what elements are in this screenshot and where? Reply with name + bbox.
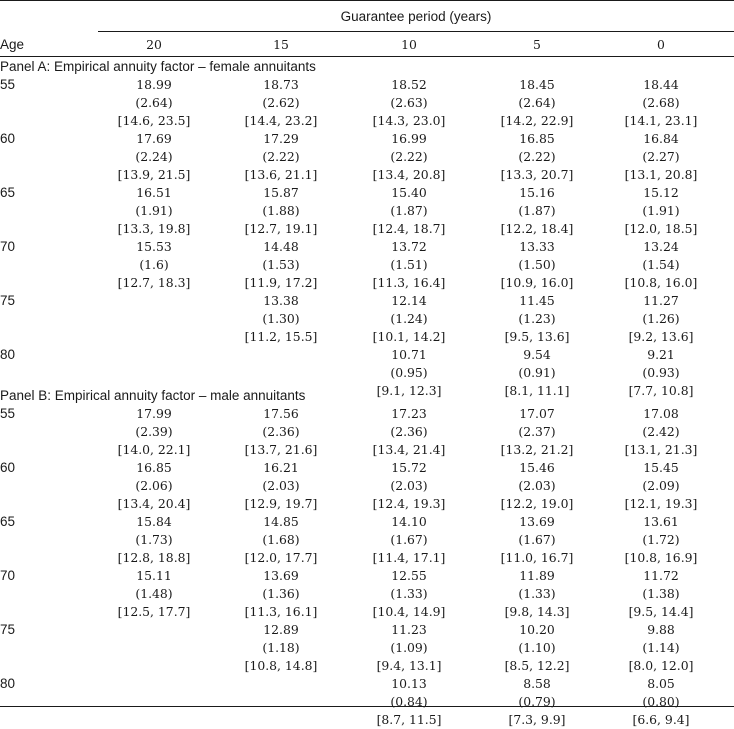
standard-deviation: (1.09) (390, 640, 428, 655)
age-label: 80 (0, 676, 16, 691)
annuity-factor-value: 15.53 (136, 239, 172, 254)
confidence-interval: [11.4, 17.1] (372, 550, 446, 565)
annuity-factor-value: 13.33 (519, 239, 555, 254)
annuity-factor-value: 9.54 (523, 347, 551, 362)
age-label: 60 (0, 131, 16, 146)
annuity-factor-value: 13.69 (263, 568, 299, 583)
column-header-0: 0 (657, 37, 665, 52)
confidence-interval: [12.2, 18.4] (500, 221, 574, 236)
annuity-factor-value: 15.11 (136, 568, 172, 583)
confidence-interval: [12.8, 18.8] (117, 550, 191, 565)
confidence-interval: [11.3, 16.4] (372, 275, 446, 290)
standard-deviation: (2.09) (642, 478, 680, 493)
standard-deviation: (1.87) (518, 203, 556, 218)
confidence-interval: [7.7, 10.8] (628, 383, 694, 398)
standard-deviation: (0.79) (518, 694, 556, 709)
annuity-factor-value: 14.10 (391, 514, 427, 529)
standard-deviation: (2.62) (262, 95, 300, 110)
annuity-factor-value: 17.99 (136, 406, 172, 421)
panel-title: Panel A: Empirical annuity factor – female annuitants (0, 59, 316, 74)
confidence-interval: [14.0, 22.1] (117, 442, 191, 457)
standard-deviation: (1.18) (262, 640, 300, 655)
annuity-factor-value: 8.05 (647, 676, 675, 691)
annuity-factor-value: 11.89 (519, 568, 555, 583)
annuity-factor-value: 15.87 (263, 185, 299, 200)
spanner-rule (98, 31, 734, 32)
standard-deviation: (1.67) (390, 532, 428, 547)
annuity-factor-value: 17.23 (391, 406, 427, 421)
confidence-interval: [13.2, 21.2] (500, 442, 574, 457)
standard-deviation: (2.03) (262, 478, 300, 493)
confidence-interval: [14.1, 23.1] (624, 113, 698, 128)
standard-deviation: (0.80) (642, 694, 680, 709)
confidence-interval: [8.1, 11.1] (504, 383, 570, 398)
standard-deviation: (1.6) (139, 257, 169, 272)
annuity-factor-value: 13.61 (643, 514, 679, 529)
confidence-interval: [12.7, 18.3] (117, 275, 191, 290)
confidence-interval: [14.2, 22.9] (500, 113, 574, 128)
confidence-interval: [9.8, 14.3] (504, 604, 570, 619)
confidence-interval: [10.8, 14.8] (244, 658, 318, 673)
confidence-interval: [14.3, 23.0] (372, 113, 446, 128)
standard-deviation: (1.23) (518, 311, 556, 326)
annuity-factor-value: 15.12 (643, 185, 679, 200)
annuity-factor-value: 15.40 (391, 185, 427, 200)
age-column-header: Age (0, 37, 25, 52)
annuity-factor-value: 15.46 (519, 460, 555, 475)
annuity-factor-value: 17.56 (263, 406, 299, 421)
annuity-factor-value: 9.21 (647, 347, 675, 362)
column-header-5: 5 (533, 37, 541, 52)
standard-deviation: (0.91) (518, 365, 556, 380)
standard-deviation: (2.03) (518, 478, 556, 493)
annuity-factor-value: 13.69 (519, 514, 555, 529)
standard-deviation: (2.24) (135, 149, 173, 164)
confidence-interval: [12.0, 18.5] (624, 221, 698, 236)
standard-deviation: (1.67) (518, 532, 556, 547)
table-bottom-rule (0, 706, 734, 707)
standard-deviation: (1.53) (262, 257, 300, 272)
standard-deviation: (1.54) (642, 257, 680, 272)
annuity-factor-value: 14.85 (263, 514, 299, 529)
age-label: 55 (0, 77, 16, 92)
annuity-factor-value: 9.88 (647, 622, 675, 637)
confidence-interval: [8.7, 11.5] (376, 712, 442, 727)
standard-deviation: (2.22) (390, 149, 428, 164)
standard-deviation: (1.72) (642, 532, 680, 547)
annuity-factor-value: 11.45 (519, 293, 555, 308)
annuity-factor-value: 16.51 (136, 185, 172, 200)
annuity-factor-value: 15.72 (391, 460, 427, 475)
standard-deviation: (2.63) (390, 95, 428, 110)
annuity-factor-value: 12.55 (391, 568, 427, 583)
header-bottom-rule (0, 56, 734, 57)
annuity-factor-value: 12.89 (263, 622, 299, 637)
age-label: 80 (0, 347, 16, 362)
annuity-factor-value: 14.48 (263, 239, 299, 254)
table-top-rule (0, 0, 734, 1)
age-label: 65 (0, 514, 16, 529)
annuity-factor-value: 10.20 (519, 622, 555, 637)
annuity-factor-value: 18.45 (519, 77, 555, 92)
standard-deviation: (1.87) (390, 203, 428, 218)
annuity-factor-value: 15.84 (136, 514, 172, 529)
annuity-factor-value: 16.84 (643, 131, 679, 146)
annuity-factor-value: 18.52 (391, 77, 427, 92)
standard-deviation: (1.36) (262, 586, 300, 601)
standard-deviation: (1.48) (135, 586, 173, 601)
confidence-interval: [10.9, 16.0] (500, 275, 574, 290)
annuity-factor-value: 16.21 (263, 460, 299, 475)
confidence-interval: [12.9, 19.7] (244, 496, 318, 511)
confidence-interval: [9.5, 14.4] (628, 604, 694, 619)
column-spanner-heading: Guarantee period (years) (340, 9, 492, 24)
annuity-factor-value: 11.23 (391, 622, 427, 637)
confidence-interval: [11.0, 16.7] (500, 550, 574, 565)
standard-deviation: (2.68) (642, 95, 680, 110)
standard-deviation: (1.30) (262, 311, 300, 326)
confidence-interval: [12.2, 19.0] (500, 496, 574, 511)
age-label: 75 (0, 622, 16, 637)
annuity-factor-value: 18.44 (643, 77, 679, 92)
age-label: 55 (0, 406, 16, 421)
confidence-interval: [12.1, 19.3] (624, 496, 698, 511)
confidence-interval: [6.6, 9.4] (632, 712, 690, 727)
confidence-interval: [10.4, 14.9] (372, 604, 446, 619)
confidence-interval: [8.5, 12.2] (504, 658, 570, 673)
annuity-factor-value: 16.85 (136, 460, 172, 475)
standard-deviation: (2.06) (135, 478, 173, 493)
standard-deviation: (1.14) (642, 640, 680, 655)
annuity-factor-value: 13.38 (263, 293, 299, 308)
confidence-interval: [12.4, 19.3] (372, 496, 446, 511)
confidence-interval: [12.0, 17.7] (244, 550, 318, 565)
confidence-interval: [12.7, 19.1] (244, 221, 318, 236)
standard-deviation: (1.51) (390, 257, 428, 272)
annuity-factor-value: 8.58 (523, 676, 551, 691)
confidence-interval: [9.2, 13.6] (628, 329, 694, 344)
panel-title: Panel B: Empirical annuity factor – male annuitants (0, 388, 306, 403)
standard-deviation: (1.33) (390, 586, 428, 601)
age-label: 60 (0, 460, 16, 475)
confidence-interval: [9.5, 13.6] (504, 329, 570, 344)
standard-deviation: (1.50) (518, 257, 556, 272)
confidence-interval: [8.0, 12.0] (628, 658, 694, 673)
standard-deviation: (1.26) (642, 311, 680, 326)
age-label: 75 (0, 293, 16, 308)
confidence-interval: [13.1, 21.3] (624, 442, 698, 457)
standard-deviation: (2.39) (135, 424, 173, 439)
confidence-interval: [13.4, 20.8] (372, 167, 446, 182)
confidence-interval: [12.5, 17.7] (117, 604, 191, 619)
confidence-interval: [13.6, 21.1] (244, 167, 318, 182)
confidence-interval: [9.1, 12.3] (376, 383, 442, 398)
age-label: 65 (0, 185, 16, 200)
annuity-factor-value: 17.08 (643, 406, 679, 421)
confidence-interval: [11.2, 15.5] (244, 329, 318, 344)
annuity-factor-value: 17.69 (136, 131, 172, 146)
standard-deviation: (2.64) (518, 95, 556, 110)
confidence-interval: [10.1, 14.2] (372, 329, 446, 344)
confidence-interval: [7.3, 9.9] (508, 712, 566, 727)
confidence-interval: [13.1, 20.8] (624, 167, 698, 182)
column-header-20: 20 (146, 37, 162, 52)
confidence-interval: [13.4, 20.4] (117, 496, 191, 511)
annuity-factor-value: 15.16 (519, 185, 555, 200)
annuity-factor-value: 17.29 (263, 131, 299, 146)
standard-deviation: (2.36) (262, 424, 300, 439)
confidence-interval: [13.7, 21.6] (244, 442, 318, 457)
standard-deviation: (0.93) (642, 365, 680, 380)
standard-deviation: (1.10) (518, 640, 556, 655)
annuity-factor-value: 11.72 (643, 568, 679, 583)
standard-deviation: (2.03) (390, 478, 428, 493)
confidence-interval: [14.6, 23.5] (117, 113, 191, 128)
annuity-factor-value: 10.13 (391, 676, 427, 691)
confidence-interval: [10.8, 16.0] (624, 275, 698, 290)
standard-deviation: (1.91) (135, 203, 173, 218)
standard-deviation: (1.68) (262, 532, 300, 547)
standard-deviation: (2.42) (642, 424, 680, 439)
standard-deviation: (1.73) (135, 532, 173, 547)
column-header-10: 10 (401, 37, 417, 52)
annuity-factor-value: 18.73 (263, 77, 299, 92)
confidence-interval: [9.4, 13.1] (376, 658, 442, 673)
standard-deviation: (1.91) (642, 203, 680, 218)
confidence-interval: [11.3, 16.1] (244, 604, 318, 619)
confidence-interval: [13.9, 21.5] (117, 167, 191, 182)
standard-deviation: (1.24) (390, 311, 428, 326)
standard-deviation: (2.37) (518, 424, 556, 439)
standard-deviation: (1.88) (262, 203, 300, 218)
confidence-interval: [13.3, 19.8] (117, 221, 191, 236)
annuity-factor-value: 13.24 (643, 239, 679, 254)
annuity-factor-value: 11.27 (643, 293, 679, 308)
column-header-15: 15 (273, 37, 289, 52)
standard-deviation: (2.22) (262, 149, 300, 164)
age-label: 70 (0, 239, 16, 254)
age-label: 70 (0, 568, 16, 583)
annuity-factor-value: 12.14 (391, 293, 427, 308)
standard-deviation: (0.95) (390, 365, 428, 380)
standard-deviation: (0.84) (390, 694, 428, 709)
standard-deviation: (2.22) (518, 149, 556, 164)
confidence-interval: [11.9, 17.2] (244, 275, 318, 290)
annuity-factor-value: 16.85 (519, 131, 555, 146)
standard-deviation: (2.27) (642, 149, 680, 164)
confidence-interval: [13.4, 21.4] (372, 442, 446, 457)
standard-deviation: (2.36) (390, 424, 428, 439)
annuity-factor-value: 10.71 (391, 347, 427, 362)
confidence-interval: [12.4, 18.7] (372, 221, 446, 236)
standard-deviation: (1.33) (518, 586, 556, 601)
annuity-factor-value: 17.07 (519, 406, 555, 421)
confidence-interval: [13.3, 20.7] (500, 167, 574, 182)
annuity-factor-value: 15.45 (643, 460, 679, 475)
confidence-interval: [14.4, 23.2] (244, 113, 318, 128)
standard-deviation: (1.38) (642, 586, 680, 601)
annuity-factor-value: 13.72 (391, 239, 427, 254)
confidence-interval: [10.8, 16.9] (624, 550, 698, 565)
standard-deviation: (2.64) (135, 95, 173, 110)
annuity-factor-value: 16.99 (391, 131, 427, 146)
annuity-factor-value: 18.99 (136, 77, 172, 92)
